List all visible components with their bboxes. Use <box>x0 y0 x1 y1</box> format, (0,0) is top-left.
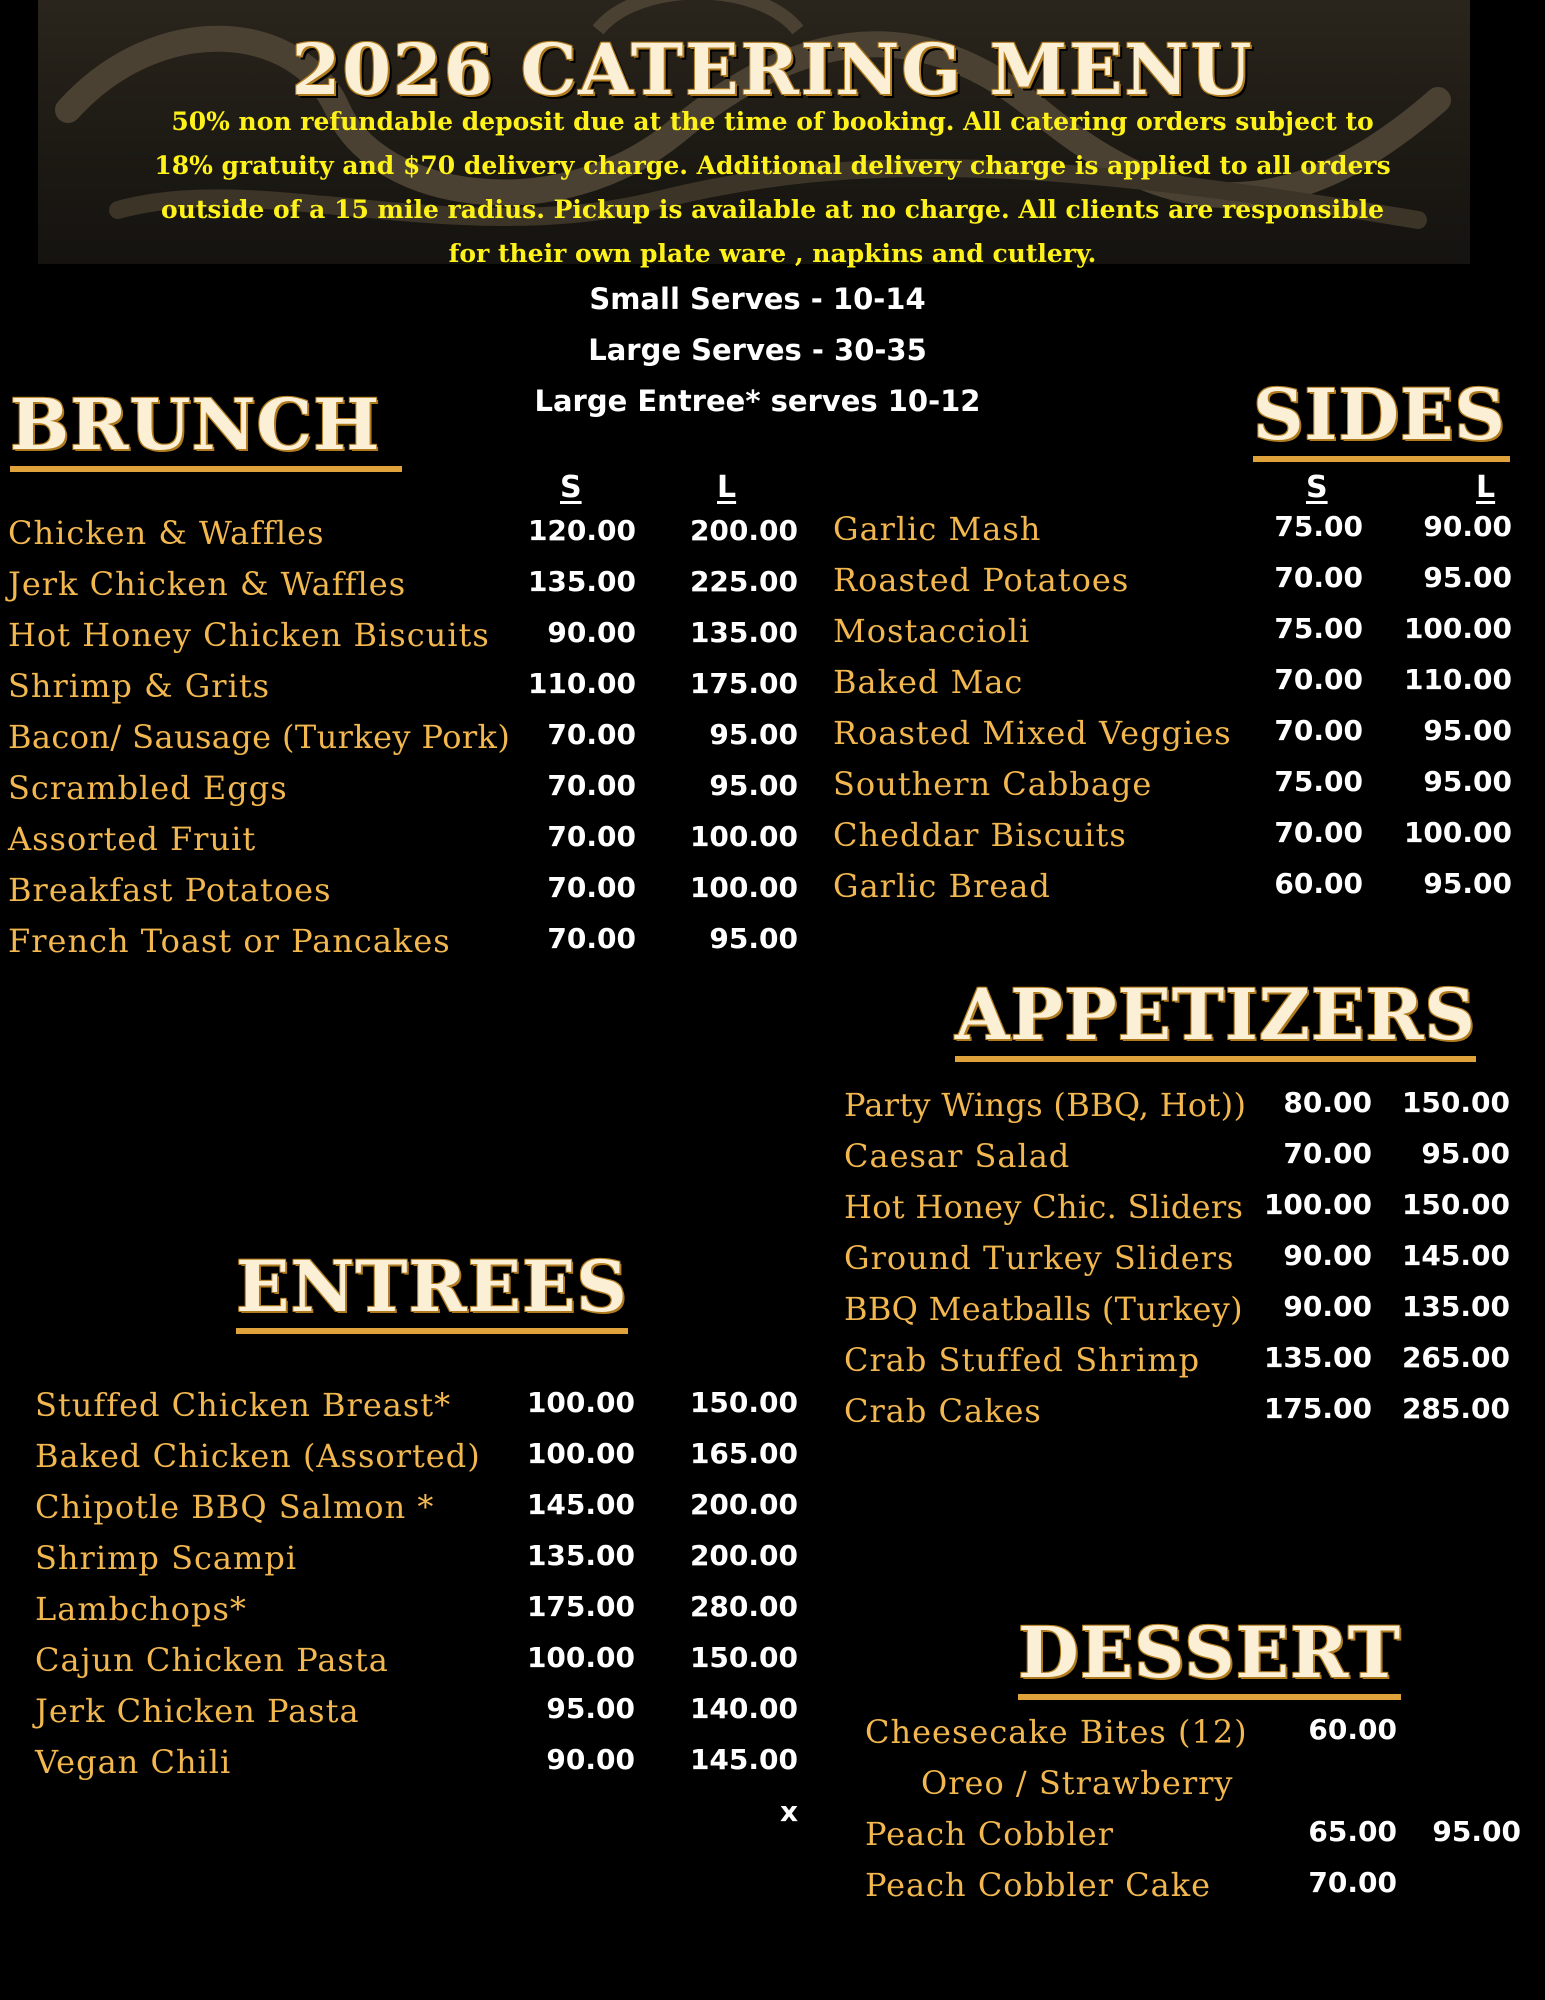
price-large: 165.00 <box>689 1437 798 1470</box>
entrees-row <box>35 1386 798 1426</box>
price-small: 70.00 <box>547 718 636 751</box>
menu-item-name: Caesar Salad <box>844 1137 1071 1175</box>
notice-line: for their own plate ware , napkins and cutlery. <box>448 239 1097 268</box>
menu-item-name: Southern Cabbage <box>833 765 1153 803</box>
price-small: 60.00 <box>1274 867 1363 900</box>
menu-item-name: Shrimp & Grits <box>8 667 271 705</box>
sides-row <box>833 816 1512 856</box>
price-small: 70.00 <box>1308 1866 1397 1899</box>
price-small: 75.00 <box>1274 510 1363 543</box>
price-small: 175.00 <box>526 1590 635 1623</box>
serves-small: Small Serves - 10-14 <box>589 282 926 316</box>
price-large: 95.00 <box>1432 1815 1521 1848</box>
brunch-row <box>8 769 798 809</box>
brunch-row <box>8 616 798 656</box>
price-large: 280.00 <box>689 1590 798 1623</box>
price-large: 265.00 <box>1401 1341 1510 1374</box>
menu-item-name: Bacon/ Sausage (Turkey Pork) <box>8 718 511 756</box>
entrees-row <box>35 1539 798 1579</box>
menu-item-name: Assorted Fruit <box>8 820 257 858</box>
price-large: 110.00 <box>1403 663 1512 696</box>
price-large: 95.00 <box>1423 765 1512 798</box>
price-small: 65.00 <box>1308 1815 1397 1848</box>
price-small: 90.00 <box>1283 1239 1372 1272</box>
brunch-row <box>8 871 798 911</box>
entrees-row <box>35 1437 798 1477</box>
sides-large-header: L <box>1476 470 1496 505</box>
price-small: 70.00 <box>547 820 636 853</box>
price-large: 285.00 <box>1401 1392 1510 1425</box>
price-large: 145.00 <box>1401 1239 1510 1272</box>
sides-row <box>833 714 1512 754</box>
price-small: 100.00 <box>526 1437 635 1470</box>
menu-item-name: Peach Cobbler <box>865 1815 1114 1853</box>
serves-large-entree: Large Entree* serves 10-12 <box>534 384 981 418</box>
dessert-row <box>865 1713 1521 1753</box>
price-large: 100.00 <box>1403 816 1512 849</box>
menu-item-name: Roasted Potatoes <box>833 561 1130 599</box>
price-large: 100.00 <box>1403 612 1512 645</box>
menu-item-name: Crab Cakes <box>844 1392 1042 1430</box>
price-large: 145.00 <box>689 1743 798 1776</box>
price-small: 60.00 <box>1308 1713 1397 1746</box>
menu-item-name: Shrimp Scampi <box>35 1539 298 1577</box>
brunch-row <box>8 718 798 758</box>
dessert-row <box>865 1866 1521 1906</box>
menu-item-name: Baked Mac <box>833 663 1024 701</box>
page-title: 2026 CATERING MENU <box>291 28 1254 111</box>
menu-item-name: Cajun Chicken Pasta <box>35 1641 389 1679</box>
price-large: 95.00 <box>1423 867 1512 900</box>
menu-item-name: Cheesecake Bites (12) <box>865 1713 1248 1751</box>
price-small: 100.00 <box>526 1386 635 1419</box>
appetizers-row <box>844 1290 1510 1330</box>
price-small: 70.00 <box>1274 816 1363 849</box>
brunch-row <box>8 922 798 962</box>
price-large: 100.00 <box>689 871 798 904</box>
menu-item-name: Lambchops* <box>35 1590 247 1628</box>
entrees-row <box>35 1590 798 1630</box>
sides-small-header: S <box>1306 470 1328 505</box>
entrees-row <box>35 1488 798 1528</box>
brunch-row <box>8 667 798 707</box>
price-small: 135.00 <box>526 1539 635 1572</box>
menu-item-name: Chipotle BBQ Salmon * <box>35 1488 435 1526</box>
price-large: 95.00 <box>1423 561 1512 594</box>
sides-row <box>833 612 1512 652</box>
price-small: 80.00 <box>1283 1086 1372 1119</box>
price-small: 70.00 <box>1274 663 1363 696</box>
sides-row <box>833 561 1512 601</box>
notice-line: 18% gratuity and $70 delivery charge. Additional delivery charge is applied to all orders <box>154 151 1391 180</box>
menu-item-name: Garlic Bread <box>833 867 1051 905</box>
brunch-row <box>8 565 798 605</box>
price-small: 100.00 <box>1263 1188 1372 1221</box>
sides-row <box>833 663 1512 703</box>
menu-item-name: Breakfast Potatoes <box>8 871 332 909</box>
price-small: 100.00 <box>526 1641 635 1674</box>
price-large: 150.00 <box>689 1386 798 1419</box>
price-large: 95.00 <box>1423 714 1512 747</box>
price-small: 135.00 <box>527 565 636 598</box>
price-large: 95.00 <box>1421 1137 1510 1170</box>
price-small: 120.00 <box>527 514 636 547</box>
price-large: 140.00 <box>689 1692 798 1725</box>
sides-row <box>833 765 1512 805</box>
price-small: 70.00 <box>547 871 636 904</box>
menu-item-name: Peach Cobbler Cake <box>865 1866 1212 1904</box>
appetizers-row <box>844 1086 1510 1126</box>
menu-item-name: Garlic Mash <box>833 510 1042 548</box>
entrees-footnote-mark: x <box>779 1795 798 1828</box>
menu-item-name: Mostaccioli <box>833 612 1031 650</box>
menu-item-name: Scrambled Eggs <box>8 769 288 807</box>
price-large: 90.00 <box>1423 510 1512 543</box>
price-large: 150.00 <box>1401 1086 1510 1119</box>
sides-row <box>833 510 1512 550</box>
appetizers-row <box>844 1137 1510 1177</box>
menu-item-name: Crab Stuffed Shrimp <box>844 1341 1201 1379</box>
entrees-row <box>35 1743 798 1783</box>
entrees-title: ENTREES <box>236 1248 628 1334</box>
menu-item-name: Ground Turkey Sliders <box>844 1239 1235 1277</box>
notice-line: 50% non refundable deposit due at the time of booking. All catering orders subject to <box>171 107 1374 136</box>
menu-item-name: Roasted Mixed Veggies <box>833 714 1232 752</box>
menu-item-name: Jerk Chicken & Waffles <box>8 565 407 603</box>
menu-item-name: Cheddar Biscuits <box>833 816 1127 854</box>
price-small: 90.00 <box>1283 1290 1372 1323</box>
menu-item-name: Baked Chicken (Assorted) <box>35 1437 481 1475</box>
sides-title: SIDES <box>1253 376 1510 462</box>
price-small: 70.00 <box>1274 561 1363 594</box>
price-large: 200.00 <box>689 1488 798 1521</box>
appetizers-row <box>844 1239 1510 1279</box>
price-small: 135.00 <box>1263 1341 1372 1374</box>
price-large: 100.00 <box>689 820 798 853</box>
price-large: 200.00 <box>689 1539 798 1572</box>
price-large: 95.00 <box>709 718 798 751</box>
price-small: 175.00 <box>1263 1392 1372 1425</box>
price-large: 95.00 <box>709 769 798 802</box>
menu-item-name: Oreo / Strawberry <box>921 1764 1234 1802</box>
notice-line: outside of a 15 mile radius. Pickup is available at no charge. All clients are responsible <box>160 195 1385 224</box>
menu-item-name: Stuffed Chicken Breast* <box>35 1386 452 1424</box>
serves-large: Large Serves - 30-35 <box>588 333 927 367</box>
price-small: 70.00 <box>1274 714 1363 747</box>
price-small: 110.00 <box>527 667 636 700</box>
dessert-row <box>865 1764 1521 1804</box>
brunch-small-header: S <box>560 470 582 505</box>
price-large: 150.00 <box>689 1641 798 1674</box>
appetizers-row <box>844 1341 1510 1381</box>
menu-item-name: Jerk Chicken Pasta <box>35 1692 360 1730</box>
price-small: 145.00 <box>526 1488 635 1521</box>
dessert-row <box>865 1815 1521 1855</box>
appetizers-row <box>844 1188 1510 1228</box>
appetizers-row <box>844 1392 1510 1432</box>
brunch-row <box>8 820 798 860</box>
price-small: 75.00 <box>1274 765 1363 798</box>
brunch-row <box>8 514 798 554</box>
price-small: 70.00 <box>1283 1137 1372 1170</box>
sides-row <box>833 867 1512 907</box>
price-large: 175.00 <box>689 667 798 700</box>
price-large: 150.00 <box>1401 1188 1510 1221</box>
price-small: 90.00 <box>546 1743 635 1776</box>
brunch-large-header: L <box>717 470 737 505</box>
menu-item-name: Hot Honey Chic. Sliders <box>844 1188 1244 1226</box>
price-large: 135.00 <box>689 616 798 649</box>
entrees-row <box>35 1641 798 1681</box>
price-small: 70.00 <box>547 769 636 802</box>
price-small: 70.00 <box>547 922 636 955</box>
menu-item-name: French Toast or Pancakes <box>8 922 451 960</box>
price-small: 90.00 <box>547 616 636 649</box>
menu-item-name: BBQ Meatballs (Turkey) <box>844 1290 1243 1328</box>
brunch-title: BRUNCH <box>10 386 402 472</box>
menu-item-name: Chicken & Waffles <box>8 514 325 552</box>
price-small: 75.00 <box>1274 612 1363 645</box>
menu-item-name: Hot Honey Chicken Biscuits <box>8 616 490 654</box>
menu-item-name: Vegan Chili <box>35 1743 232 1781</box>
menu-item-name: Party Wings (BBQ, Hot)) <box>844 1086 1247 1124</box>
price-large: 225.00 <box>689 565 798 598</box>
booking-notice <box>110 100 1435 276</box>
price-small: 95.00 <box>546 1692 635 1725</box>
dessert-title: DESSERT <box>1018 1614 1401 1700</box>
appetizers-title: APPETIZERS <box>955 976 1476 1062</box>
price-large: 95.00 <box>709 922 798 955</box>
price-large: 200.00 <box>689 514 798 547</box>
price-large: 135.00 <box>1401 1290 1510 1323</box>
entrees-row <box>35 1692 798 1732</box>
